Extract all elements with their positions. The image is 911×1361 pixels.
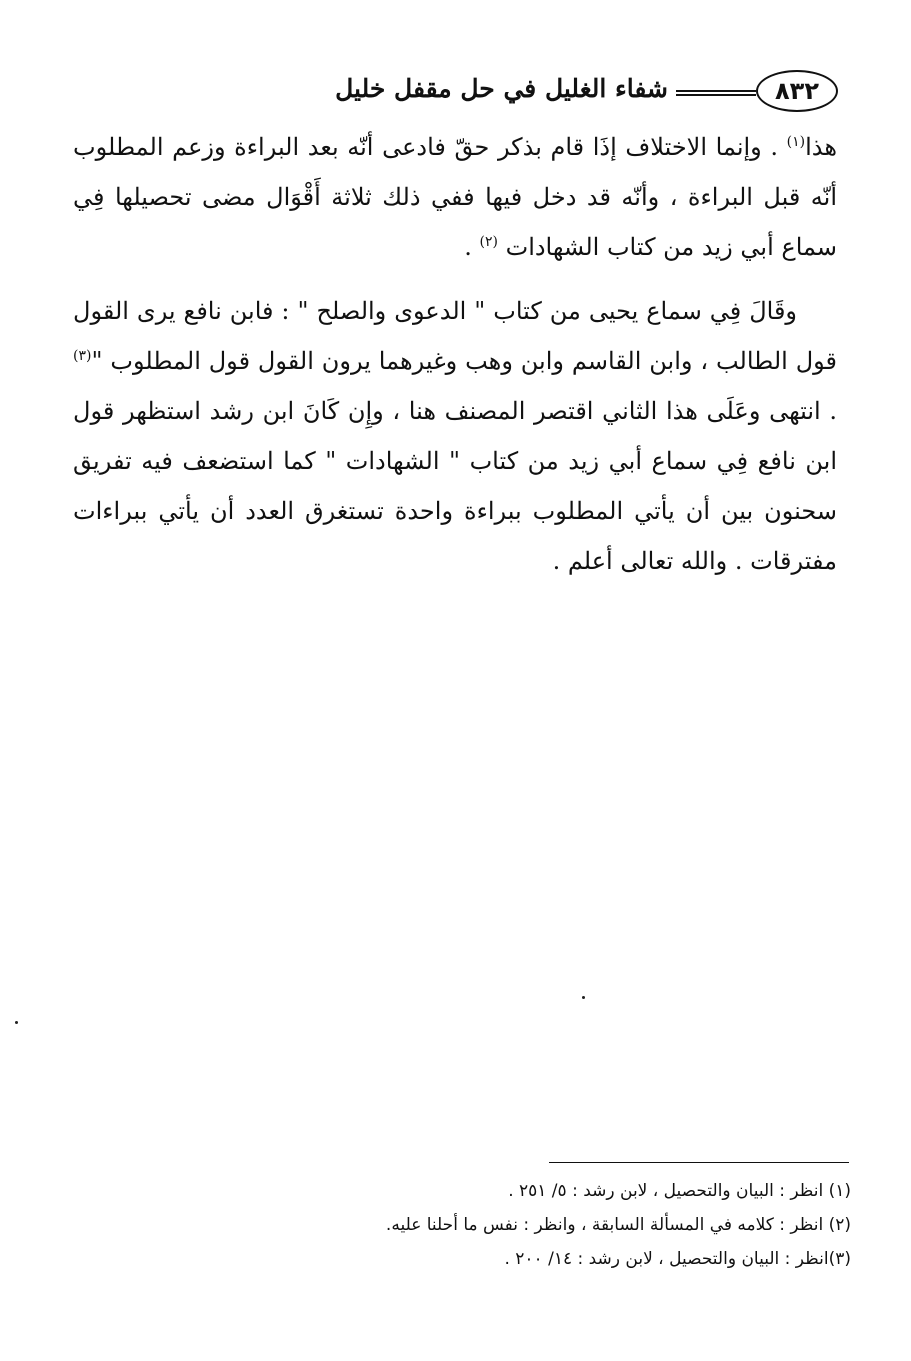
header-rule	[676, 90, 756, 96]
footnote-1: (١) انظر : البيان والتحصيل ، لابن رشد : ٥/ ٢٥١ .	[508, 1181, 851, 1201]
page-header	[88, 60, 838, 116]
paragraph-1-end: .	[464, 233, 480, 261]
page-number: ٨٣٢	[756, 70, 838, 112]
scan-speck	[582, 996, 585, 999]
paragraph-1-text: . وإنما الاختلاف إذَا قام بذكر حقّ فادعى أنّه بعد البراءة وزعم المطلوب أنّه قبل البراءة ، وأنّه قد دخل فيها ففي ذلك ثلاثة أَقْوَال مضى تحصيلها فِي سماع أبي زيد من كتاب الشهادات	[73, 133, 837, 261]
footnotes	[351, 1174, 851, 1276]
running-title: شفاء الغليل في حل مقفل خليل	[335, 74, 668, 103]
scan-speck	[15, 1021, 18, 1024]
paragraph-2-start: وقَالَ فِي سماع يحيى من كتاب " الدعوى والصلح " : فابن نافع يرى القول قول الطالب ، وابن القاسم وابن وهب وغيرهما يرون القول قول المطلوب "	[73, 297, 837, 375]
paragraph-1-start: هذا	[805, 133, 837, 161]
footnote-ref-2: (٢)	[479, 234, 498, 250]
footnote-ref-1: (١)	[786, 134, 806, 150]
footnote-2: (٢) انظر : كلامه في المسألة السابقة ، وانظر : نفس ما أحلنا عليه.	[385, 1215, 851, 1235]
footnote-3: (٣)انظر : البيان والتحصيل ، لابن رشد : ١٤/ ٢٠٠ .	[504, 1249, 851, 1269]
footnote-ref-3: (٣)	[73, 348, 92, 364]
paragraph-1	[73, 122, 837, 272]
paragraph-2	[73, 286, 837, 586]
body-text	[73, 122, 837, 586]
paragraph-2-text: . انتهى وعَلَى هذا الثاني اقتصر المصنف هنا ، وإِن كَانَ ابن رشد استظهر قول ابن نافع فِي سماع أبي زيد من كتاب " الشهادات " كما استضعف فيه تفريق سحنون بين أن يأتي المطلوب ببراءة واحدة تستغرق العدد أن يأتي ببراءات مفترقات . والله تعالى أعلم .	[73, 397, 837, 575]
footnote-separator	[549, 1162, 849, 1163]
